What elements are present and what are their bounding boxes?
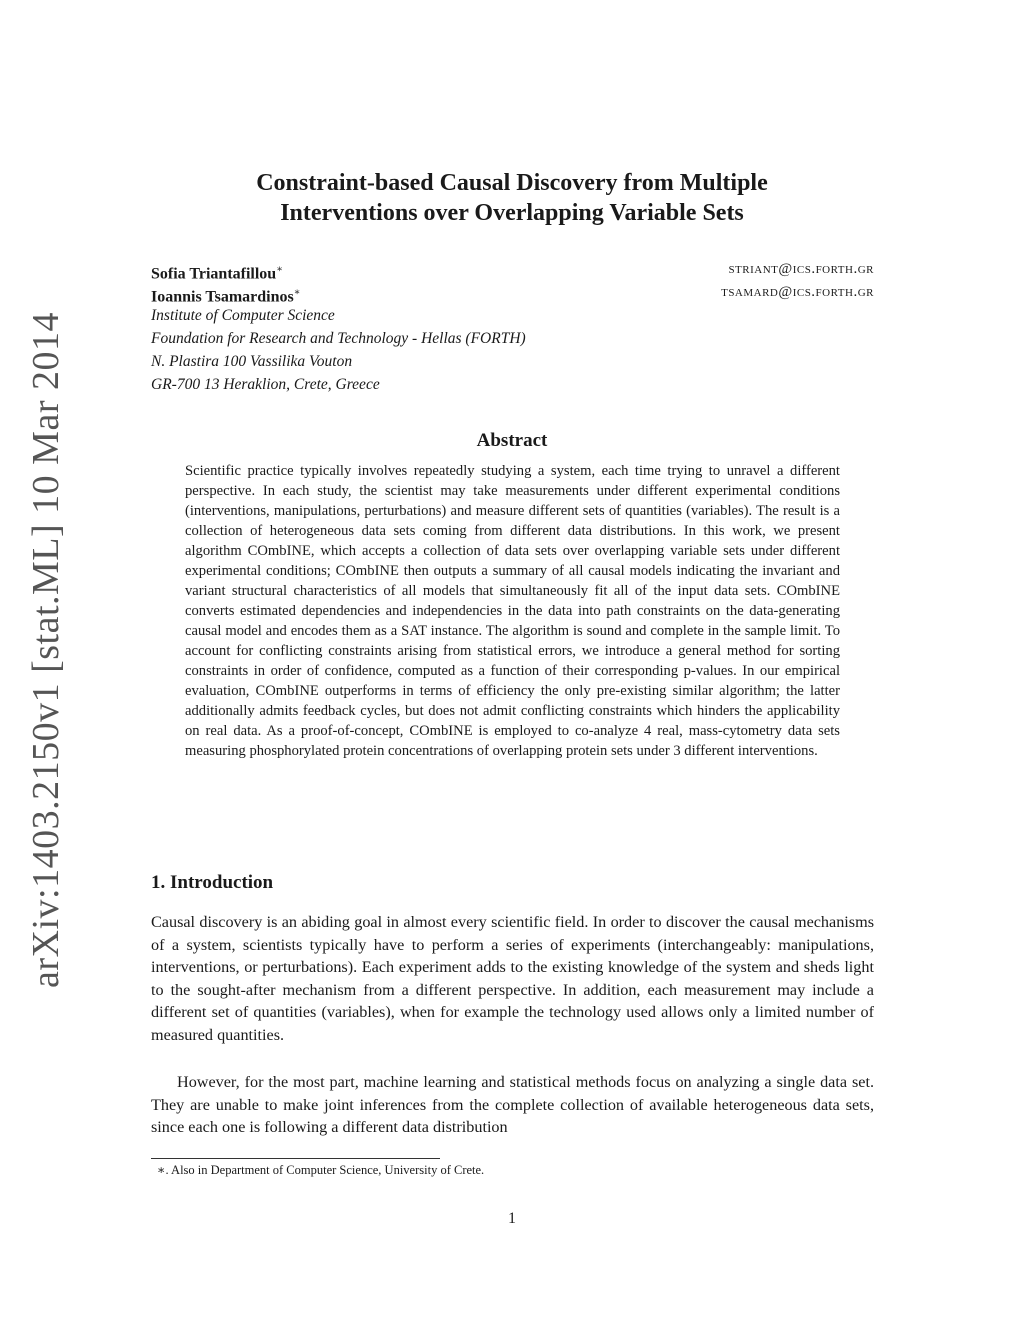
section-heading-introduction: 1. Introduction <box>151 872 274 893</box>
page-number: 1 <box>508 1210 516 1227</box>
title-line-2: Interventions over Overlapping Variable Sets <box>280 200 744 226</box>
arxiv-sidebar-stamp <box>16 312 76 988</box>
affiliation-line: GR-700 13 Heraklion, Crete, Greece <box>151 376 380 393</box>
author-row <box>151 258 874 281</box>
author-name: Sofia Triantafillou <box>151 265 277 283</box>
footnote-divider <box>151 1158 440 1159</box>
intro-paragraph-2: However, for the most part, machine learning and statistical methods focus on analyzing a single data set. They are unable to make joint inferences from the complete collection of available heterogeneous data sets, since each one is following a different data distribution <box>151 1073 874 1136</box>
abstract-text: Scientific practice typically involves repeatedly studying a system, each time trying to unravel a different perspective. In each study, the scientist may take measurements under different experimental conditions (interventions, manipulations, perturbations) and measure different sets of quantities (variables). The result is a collection of heterogeneous data sets coming from different data distributions. In this work, we present algorithm COmbINE, which accepts a collection of data sets over overlapping variable sets under different experimental conditions; COmbINE then outputs a summary of all causal models indicating the invariant and variant structural characteristics of all models that simultaneously fit all of the input data sets. COmbINE converts estimated dependencies and independencies in the data into path constraints on the data-generating causal model and encodes them as a SAT instance. The algorithm is sound and complete in the sample limit. To account for conflicting constraints arising from statistical errors, we introduce a general method for sorting constraints in order of confidence, computed as a function of their corresponding p-values. In our empirical evaluation, COmbINE outperforms in terms of efficiency the only pre-existing similar algorithm; the latter additionally admits feedback cycles, but does not admit conflicting constraints which hinders the applicability on real data. As a proof-of-concept, COmbINE is employed to co-analyze 4 real, mass-cytometry data sets measuring phosphorylated protein concentrations of overlapping protein sets under 3 different interventions. <box>185 463 840 759</box>
abstract-heading: Abstract <box>476 430 548 451</box>
author-footnote-mark: ∗ <box>293 287 301 298</box>
affiliation-line: N. Plastira 100 Vassilika Vouton <box>151 353 353 370</box>
author-block <box>151 258 874 396</box>
footnote: ∗. Also in Department of Computer Science, University of Crete. <box>157 1163 485 1177</box>
paper-title <box>150 168 874 228</box>
author-name: Ioannis Tsamardinos <box>151 288 294 306</box>
intro-paragraph-1: Causal discovery is an abiding goal in almost every scientific field. In order to discover the causal mechanisms of a system, scientists typically have to perform a series of experiments (interchangeably: manipulations, interventions, or perturbations). Each experiment adds to the existing knowledge of the system and sheds light to the sought-after mechanism from a different perspective. In addition, each measurement may include a different set of quantities (variables), when for example the technology used allows only a limited number of measured quantities. <box>151 913 874 1044</box>
affiliation-line: Institute of Computer Science <box>151 307 335 324</box>
author-footnote-mark: ∗ <box>276 264 283 275</box>
author-email: striant@ics.forth.gr <box>728 261 874 277</box>
author-row <box>151 281 874 304</box>
author-email: tsamard@ics.forth.gr <box>721 284 874 300</box>
title-line-1: Constraint-based Causal Discovery from Multiple <box>256 170 768 196</box>
arxiv-identifier: arXiv:1403.2150v1 [stat.ML] 10 Mar 2014 <box>25 312 67 988</box>
affiliation-line: Foundation for Research and Technology - Hellas (FORTH) <box>151 330 526 347</box>
